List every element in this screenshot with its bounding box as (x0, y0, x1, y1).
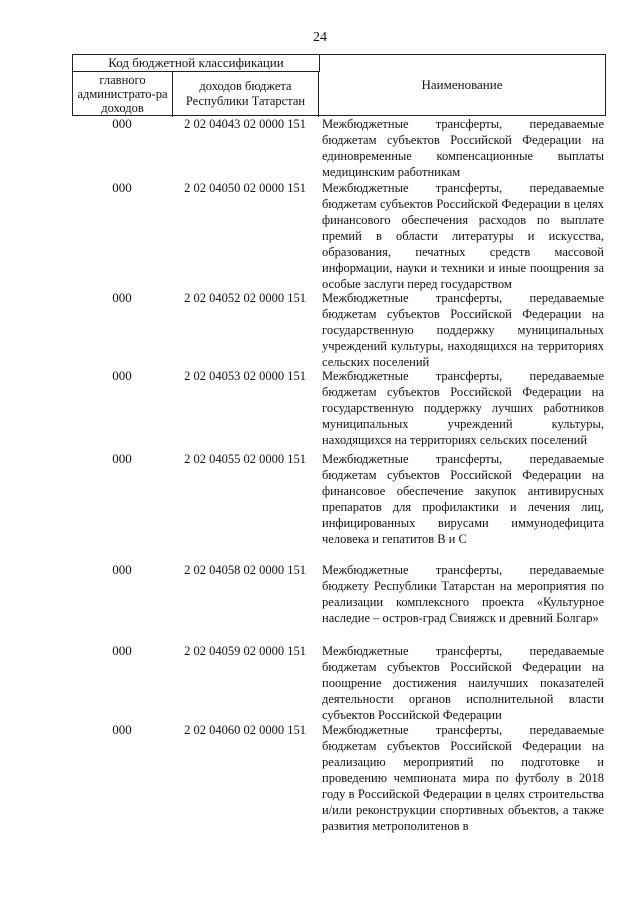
budget-code: 2 02 04052 02 0000 151 (184, 291, 306, 305)
budget-code: 2 02 04060 02 0000 151 (184, 723, 306, 737)
item-name: Межбюджетные трансферты, передаваемые бюджетам субъектов Российской Федерации на реализацию мероприятий по подготовке и проведению чемпионата мира по футболу в 2018 году в Российской Федерации в целях строительства и/или реконструкции спортивных объектов, а также развития метрополитенов в (322, 723, 604, 833)
header-name: Наименование (421, 77, 503, 92)
budget-code: 2 02 04043 02 0000 151 (184, 117, 306, 131)
item-name: Межбюджетные трансферты, передаваемые бюджетам субъектов Российской Федерации на государственную поддержку лучших работников муниципальных учреждений культуры, находящихся на территориях сельских поселений (322, 369, 604, 447)
item-name: Межбюджетные трансферты, передаваемые бюджету Республики Татарстан на мероприятия по реализации комплексного проекта «Культурное наследие – остров-град Свияжск и древний Болгар» (322, 563, 604, 625)
admin-code: 000 (112, 368, 132, 383)
header-budget-income: доходов бюджета Республики Татарстан (173, 71, 319, 117)
item-name: Межбюджетные трансферты, передаваемые бюджетам субъектов Российской Федерации на финансовое обеспечение закупок антивирусных препаратов для профилактики и лечения лиц, инфицированных вирусами иммунодефицита человека и гепатитов В и С (322, 452, 604, 546)
page-number: 24 (313, 30, 327, 45)
admin-code: 000 (112, 451, 132, 466)
budget-code: 2 02 04050 02 0000 151 (184, 181, 306, 195)
admin-code: 000 (112, 562, 132, 577)
table-header (72, 54, 606, 116)
item-name: Межбюджетные трансферты, передаваемые бюджетам субъектов Российской Федерации в целях финансового обеспечения расходов по выплате премий в области литературы и искусства, образования, печатных средств массовой информации, науки и техники и иные поощрения за особые заслуги перед государством (322, 181, 604, 291)
header-classification-code: Код бюджетной классификации (73, 55, 320, 72)
admin-code: 000 (112, 722, 132, 737)
admin-code: 000 (112, 180, 132, 195)
budget-code: 2 02 04055 02 0000 151 (184, 452, 306, 466)
budget-code: 2 02 04053 02 0000 151 (184, 369, 306, 383)
item-name: Межбюджетные трансферты, передаваемые бюджетам субъектов Российской Федерации на поощрение достижения наилучших показателей деятельности органов исполнительной власти субъектов Российской Федерации (322, 644, 604, 722)
admin-code: 000 (112, 290, 132, 305)
item-name: Межбюджетные трансферты, передаваемые бюджетам субъектов Российской Федерации на государственную поддержку муниципальных учреждений культуры, находящихся на территориях сельских поселений (322, 291, 604, 369)
budget-code: 2 02 04059 02 0000 151 (184, 644, 306, 658)
admin-code: 000 (112, 643, 132, 658)
header-main-administrator: главного администрато-ра доходов (73, 71, 173, 117)
admin-code: 000 (112, 116, 132, 131)
item-name: Межбюджетные трансферты, передаваемые бюджетам субъектов Российской Федерации на единовременные компенсационные выплаты медицинским работникам (322, 117, 604, 179)
budget-code: 2 02 04058 02 0000 151 (184, 563, 306, 577)
